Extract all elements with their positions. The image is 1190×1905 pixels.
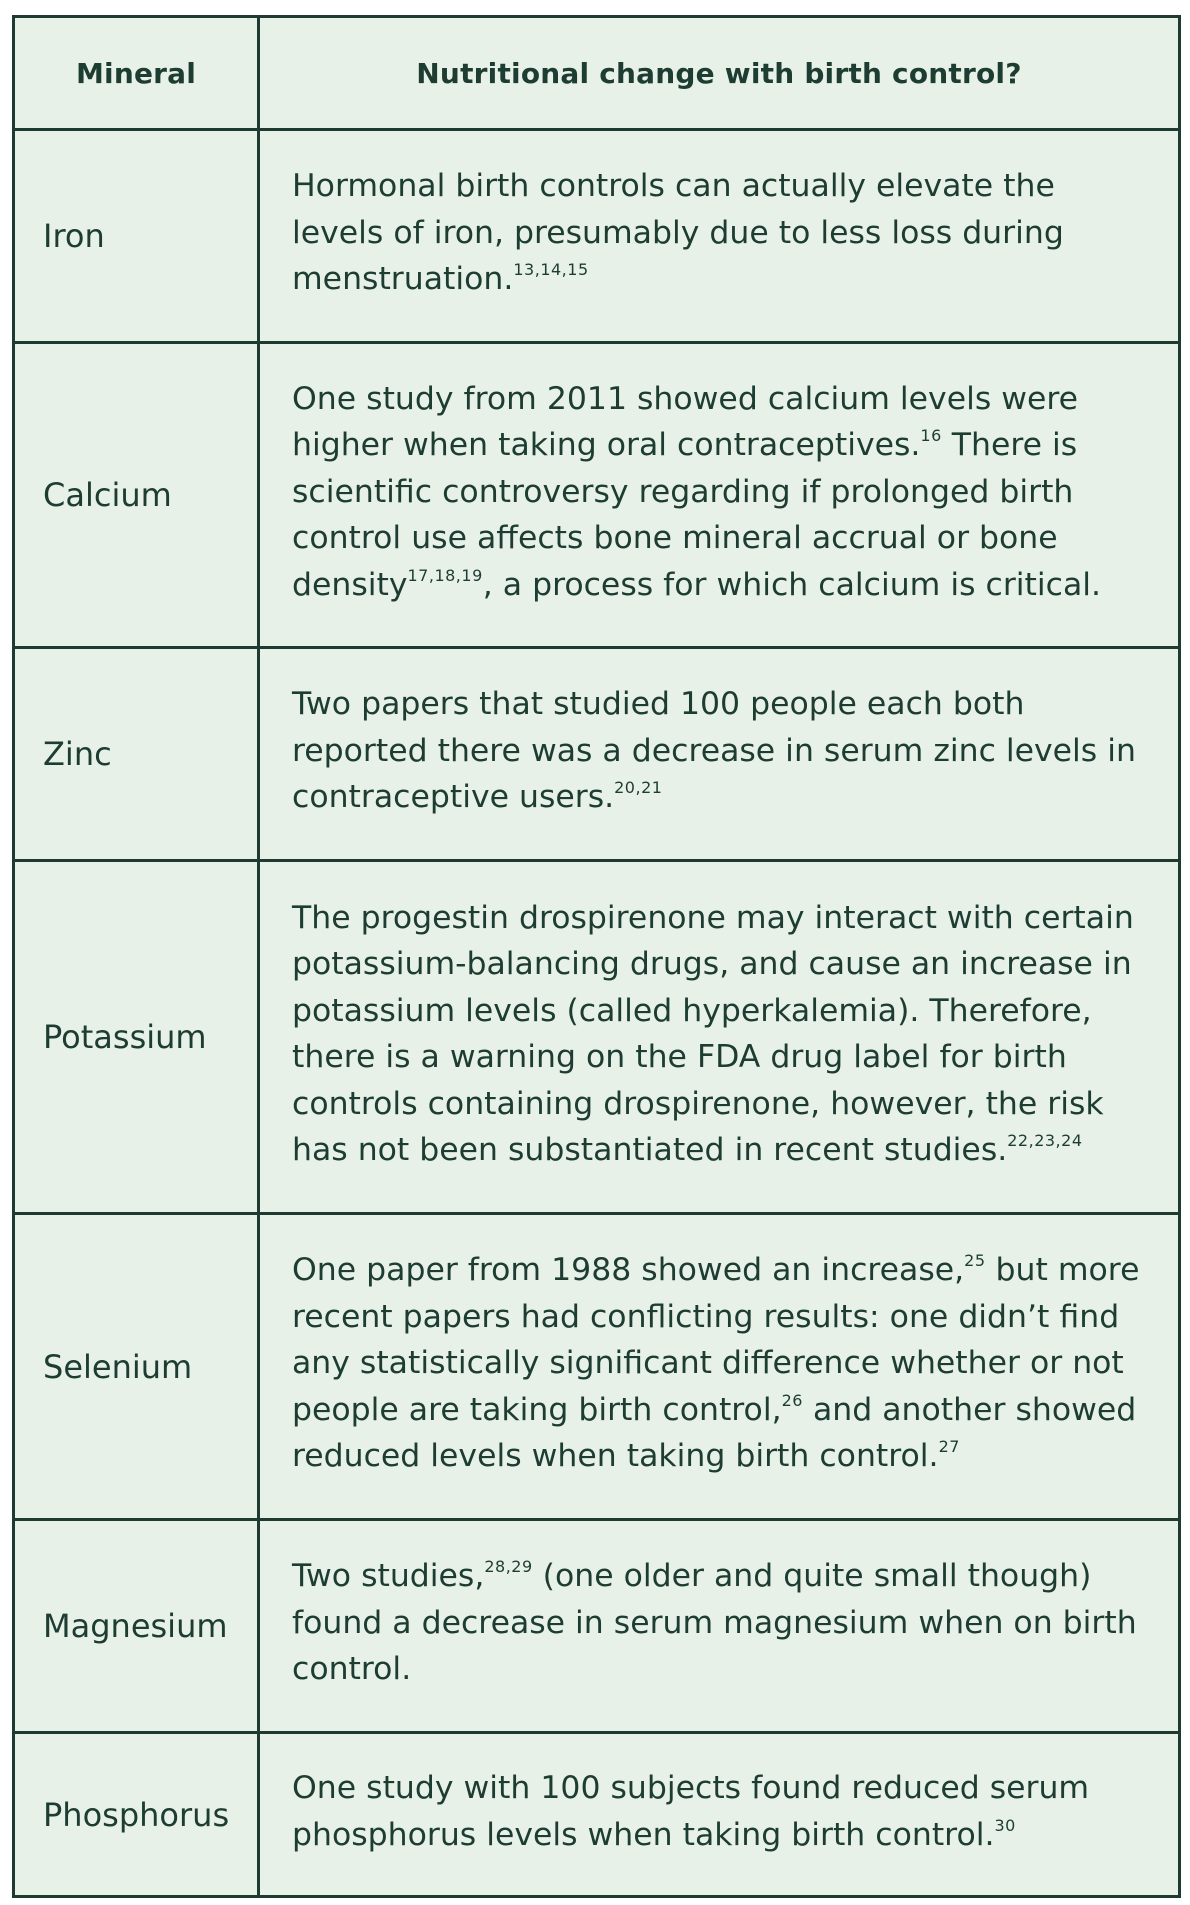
citation-superscript: 17,18,19: [407, 565, 483, 585]
mineral-description: [259, 130, 1180, 343]
description-text: , a process for which calcium is critical.: [482, 566, 1102, 603]
description-text: One study from 2011 showed calcium levels were higher when taking oral contraceptives.: [292, 380, 1079, 464]
description-text: but more recent papers had conflicting results: one didn’t find any statistically significant difference whether or not people are taking birth control,: [292, 1252, 1140, 1428]
description-text: The progestin drospirenone may interact with certain potassium-balancing drugs, and cause an increase in potassium levels (called hyperkalemia). Therefore, there is a warning on the FDA drug label for birth controls containing drospirenone, however, the risk has not been substantiated in recent studies.: [292, 899, 1134, 1168]
table-row: [14, 1733, 1180, 1897]
citation-superscript: 13,14,15: [513, 260, 589, 280]
mineral-name: Potassium: [14, 861, 259, 1214]
mineral-description: [259, 1214, 1180, 1520]
description-text: (one older and quite small though) found a decrease in serum magnesium when on birth control.: [292, 1558, 1137, 1688]
mineral-name: Zinc: [14, 648, 259, 861]
citation-superscript: 26: [781, 1390, 803, 1410]
description-text: Two studies,: [292, 1558, 485, 1595]
citation-superscript: 27: [938, 1437, 960, 1457]
column-header-mineral: Mineral: [14, 17, 259, 130]
description-text: One paper from 1988 showed an increase,: [292, 1252, 965, 1289]
description-text: Two papers that studied 100 people each both reported there was a decrease in serum zinc levels in contraceptive users.: [292, 686, 1136, 816]
citation-superscript: 28,29: [484, 1557, 533, 1577]
mineral-description: [259, 861, 1180, 1214]
table-row: [14, 648, 1180, 861]
description-text: Hormonal birth controls can actually elevate the levels of iron, presumably due to less loss during menstruation.: [292, 168, 1064, 298]
mineral-description: [259, 1520, 1180, 1733]
mineral-name: Iron: [14, 130, 259, 343]
citation-superscript: 25: [964, 1251, 986, 1271]
mineral-table: [12, 15, 1181, 1898]
mineral-description: [259, 648, 1180, 861]
table-row: [14, 130, 1180, 343]
citation-superscript: 16: [920, 426, 942, 446]
table-row: [14, 1520, 1180, 1733]
mineral-name: Calcium: [14, 343, 259, 648]
column-header-change: Nutritional change with birth control?: [259, 17, 1180, 130]
table-row: [14, 1214, 1180, 1520]
description-text: One study with 100 subjects found reduced serum phosphorus levels when taking birth control.: [292, 1770, 1090, 1853]
mineral-description: [259, 1733, 1180, 1897]
citation-superscript: 22,23,24: [1007, 1131, 1083, 1150]
citation-superscript: 30: [994, 1815, 1016, 1835]
description-text: There is scientific controversy regarding if prolonged birth control use affects bone mineral accrual or bone density: [292, 427, 1078, 603]
mineral-name: Phosphorus: [14, 1733, 259, 1897]
mineral-description: [259, 343, 1180, 648]
citation-superscript: 20,21: [614, 778, 663, 798]
table-header-row: [14, 17, 1180, 130]
description-text: and another showed reduced levels when taking birth control.: [292, 1391, 1137, 1475]
table-row: [14, 343, 1180, 648]
table-row: [14, 861, 1180, 1214]
mineral-name: Selenium: [14, 1214, 259, 1520]
mineral-name: Magnesium: [14, 1520, 259, 1733]
